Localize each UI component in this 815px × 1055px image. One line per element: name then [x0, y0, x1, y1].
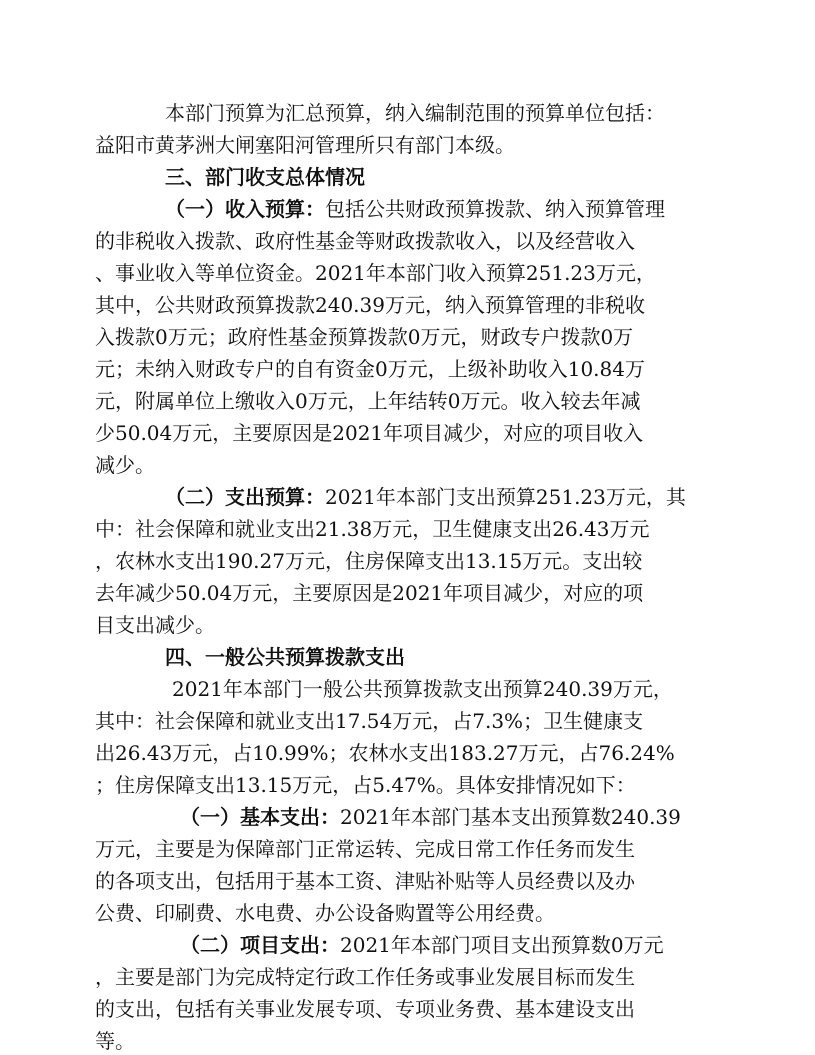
paragraph-line: 目支出减少。: [95, 613, 215, 637]
subsection-label: （二）支出预算：: [165, 485, 325, 509]
paragraph-line: 其中，公共财政预算拨款240.39万元，纳入预算管理的非税收: [95, 293, 645, 317]
paragraph-line: 的支出，包括有关事业发展专项、专项业务费、基本建设支出: [95, 997, 635, 1021]
section-heading: 四、一般公共预算拨款支出: [165, 645, 405, 669]
paragraph-line: 出26.43万元，占10.99%；农林水支出183.27万元，占76.24%: [95, 741, 675, 765]
paragraph-line: 中：社会保障和就业支出21.38万元，卫生健康支出26.43万元: [95, 517, 650, 541]
paragraph-line: 等。: [95, 1029, 135, 1053]
subsection-label: （一）收入预算：: [165, 197, 325, 221]
paragraph-line: [180, 929, 735, 961]
paragraph-line: 2021年本部门一般公共预算拨款支出预算240.39万元，: [172, 677, 673, 701]
section-heading: 三、部门收支总体情况: [165, 165, 365, 189]
paragraph-line: 减少。: [95, 453, 155, 477]
paragraph-line: [165, 481, 735, 513]
paragraph-line: 本部门预算为汇总预算，纳入编制范围的预算单位包括：: [165, 101, 665, 125]
paragraph-line: [165, 193, 735, 225]
paragraph-line: 的非税收入拨款、政府性基金等财政拨款收入，以及经营收入: [95, 229, 635, 253]
subsection-label: （二）项目支出：: [180, 933, 340, 957]
paragraph-line: 益阳市黄茅洲大闸塞阳河管理所只有部门本级。: [95, 133, 515, 157]
paragraph-text: 2021年本部门支出预算251.23万元，其: [325, 485, 686, 509]
paragraph-line: 公费、印刷费、水电费、办公设备购置等公用经费。: [95, 901, 555, 925]
paragraph-line: ，农林水支出190.27万元，住房保障支出13.15万元。支出较: [95, 549, 643, 573]
paragraph-line: [180, 801, 735, 833]
paragraph-line: 去年减少50.04万元，主要原因是2021年项目减少，对应的项: [95, 581, 644, 605]
paragraph-text: 包括公共财政预算拨款、纳入预算管理: [325, 197, 665, 221]
paragraph-line: 入拨款0万元；政府性基金预算拨款0万元，财政专户拨款0万: [95, 325, 634, 349]
paragraph-line: ；住房保障支出13.15万元，占5.47%。具体安排情况如下：: [95, 773, 636, 797]
paragraph-text: 2021年本部门项目支出预算数0万元: [340, 933, 664, 957]
subsection-label: （一）基本支出：: [180, 805, 340, 829]
paragraph-line: 元，附属单位上缴收入0万元，上年结转0万元。收入较去年减: [95, 389, 641, 413]
paragraph-line: 元；未纳入财政专户的自有资金0万元，上级补助收入10.84万: [95, 357, 645, 381]
paragraph-line: 的各项支出，包括用于基本工资、津贴补贴等人员经费以及办: [95, 869, 635, 893]
paragraph-line: 万元，主要是为保障部门正常运转、完成日常工作任务而发生: [95, 837, 635, 861]
paragraph-line: 、事业收入等单位资金。2021年本部门收入预算251.23万元，: [95, 261, 656, 285]
paragraph-line: ，主要是部门为完成特定行政工作任务或事业发展目标而发生: [95, 965, 635, 989]
paragraph-text: 2021年本部门基本支出预算数240.39: [340, 805, 681, 829]
paragraph-line: 其中：社会保障和就业支出17.54万元，占7.3%；卫生健康支: [95, 709, 644, 733]
paragraph-line: 少50.04万元，主要原因是2021年项目减少，对应的项目收入: [95, 421, 644, 445]
